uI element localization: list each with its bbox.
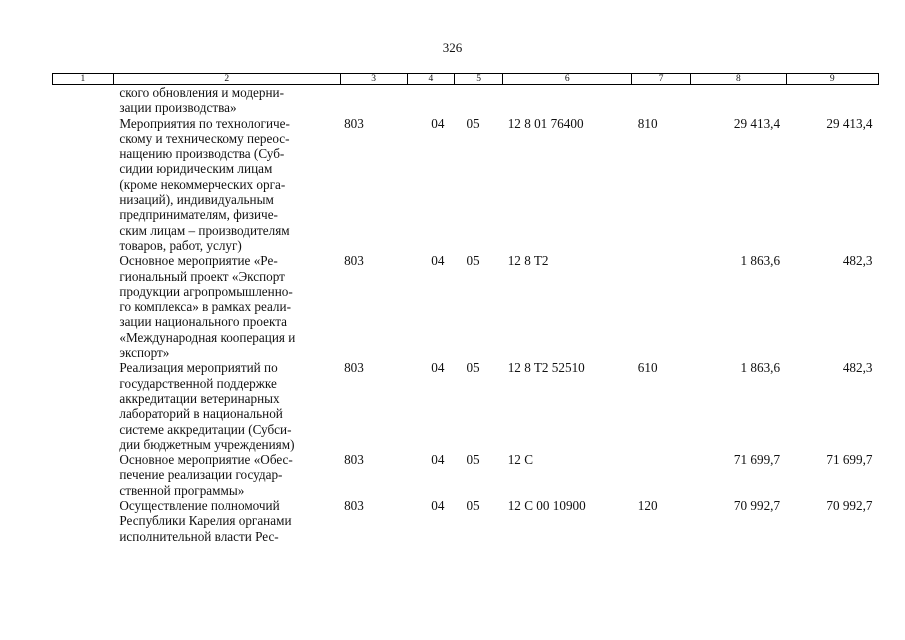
subsection-code — [454, 85, 502, 116]
expense-type-code — [632, 452, 691, 498]
column-header: 1 — [53, 74, 114, 85]
column-header: 9 — [786, 74, 878, 85]
column-header: 2 — [113, 74, 340, 85]
expense-type-code: 810 — [637, 115, 658, 131]
table-row — [53, 116, 879, 254]
item-description: ского обновления и модерни- зации производства» — [119, 85, 285, 116]
row-index-cell — [53, 360, 114, 452]
column-header: 7 — [632, 74, 691, 85]
column-number-row — [53, 74, 879, 85]
table-row — [53, 452, 879, 498]
expense-type-code — [632, 253, 691, 360]
subsection-code: 05 — [466, 253, 480, 269]
item-description: Реализация мероприятий по государственной поддержке аккредитации ветеринарных лабораторий в национальной системе аккредитации (Субси- дии бюджетным учреждениям) — [119, 360, 295, 452]
column-header: 5 — [454, 74, 502, 85]
ministry-code: 803 — [344, 498, 364, 514]
amount-year-2: 29 413,4 — [826, 115, 873, 131]
section-code: 04 — [431, 253, 445, 269]
amount-year-1: 1 863,6 — [740, 360, 781, 376]
item-description: Основное мероприятие «Ре- гиональный проект «Экспорт продукции агропромышленно- го комплекса» в рамках реали- зации национального проекта «Международная кооперация и экспорт» — [119, 253, 296, 361]
row-index-cell — [53, 452, 114, 498]
amount-year-2: 482,3 — [842, 360, 873, 376]
row-index-cell — [53, 253, 114, 360]
row-index-cell — [53, 498, 114, 544]
row-index-cell — [53, 85, 114, 116]
ministry-code: 803 — [344, 253, 364, 269]
column-header: 6 — [503, 74, 632, 85]
subsection-code: 05 — [466, 115, 480, 131]
section-code: 04 — [431, 452, 445, 468]
section-code — [407, 85, 454, 116]
target-article-code: 12 С — [507, 452, 533, 468]
expense-type-code — [632, 85, 691, 116]
target-article-code: 12 С 00 10900 — [507, 498, 586, 514]
column-header: 4 — [407, 74, 454, 85]
ministry-code: 803 — [344, 360, 364, 376]
amount-year-1: 70 992,7 — [733, 498, 781, 514]
item-description: Мероприятия по технологиче- скому и техническому переос- нащению производства (Суб- сидии юридическим лицам (кроме некоммерческих орга- низаций), индивидуальным предпринимателям, физиче- ским лицам – производителям товаров, работ, услуг) — [119, 115, 290, 253]
ministry-code: 803 — [344, 115, 364, 131]
table-row — [53, 498, 879, 544]
expense-type-code: 610 — [637, 360, 658, 376]
expense-type-code: 120 — [637, 498, 658, 514]
table-row — [53, 360, 879, 452]
subsection-code: 05 — [466, 360, 480, 376]
target-article-code: 12 8 T2 52510 — [507, 360, 585, 376]
amount-year-2 — [786, 85, 878, 116]
target-article-code: 12 8 01 76400 — [507, 115, 584, 131]
section-code: 04 — [431, 360, 445, 376]
target-article-code: 12 8 T2 — [507, 253, 549, 269]
section-code: 04 — [431, 498, 445, 514]
amount-year-2: 482,3 — [842, 253, 873, 269]
amount-year-1: 71 699,7 — [733, 452, 781, 468]
ministry-code: 803 — [344, 452, 364, 468]
column-header: 3 — [340, 74, 407, 85]
target-article-code — [503, 85, 632, 116]
ministry-code — [340, 85, 407, 116]
row-index-cell — [53, 116, 114, 254]
table-row — [53, 85, 879, 116]
amount-year-1: 1 863,6 — [740, 253, 781, 269]
section-code: 04 — [431, 115, 445, 131]
amount-year-1 — [691, 85, 787, 116]
amount-year-2: 70 992,7 — [826, 498, 873, 514]
budget-table — [52, 73, 879, 544]
table-row — [53, 253, 879, 360]
amount-year-2: 71 699,7 — [826, 452, 873, 468]
amount-year-1: 29 413,4 — [733, 115, 781, 131]
subsection-code: 05 — [466, 452, 480, 468]
page-number: 326 — [442, 40, 463, 55]
column-header: 8 — [691, 74, 787, 85]
item-description: Основное мероприятие «Обес- печение реализации государ- ственной программы» — [119, 452, 293, 498]
subsection-code: 05 — [466, 498, 480, 514]
item-description: Осуществление полномочий Республики Карелия органами исполнительной власти Рес- — [119, 498, 292, 544]
